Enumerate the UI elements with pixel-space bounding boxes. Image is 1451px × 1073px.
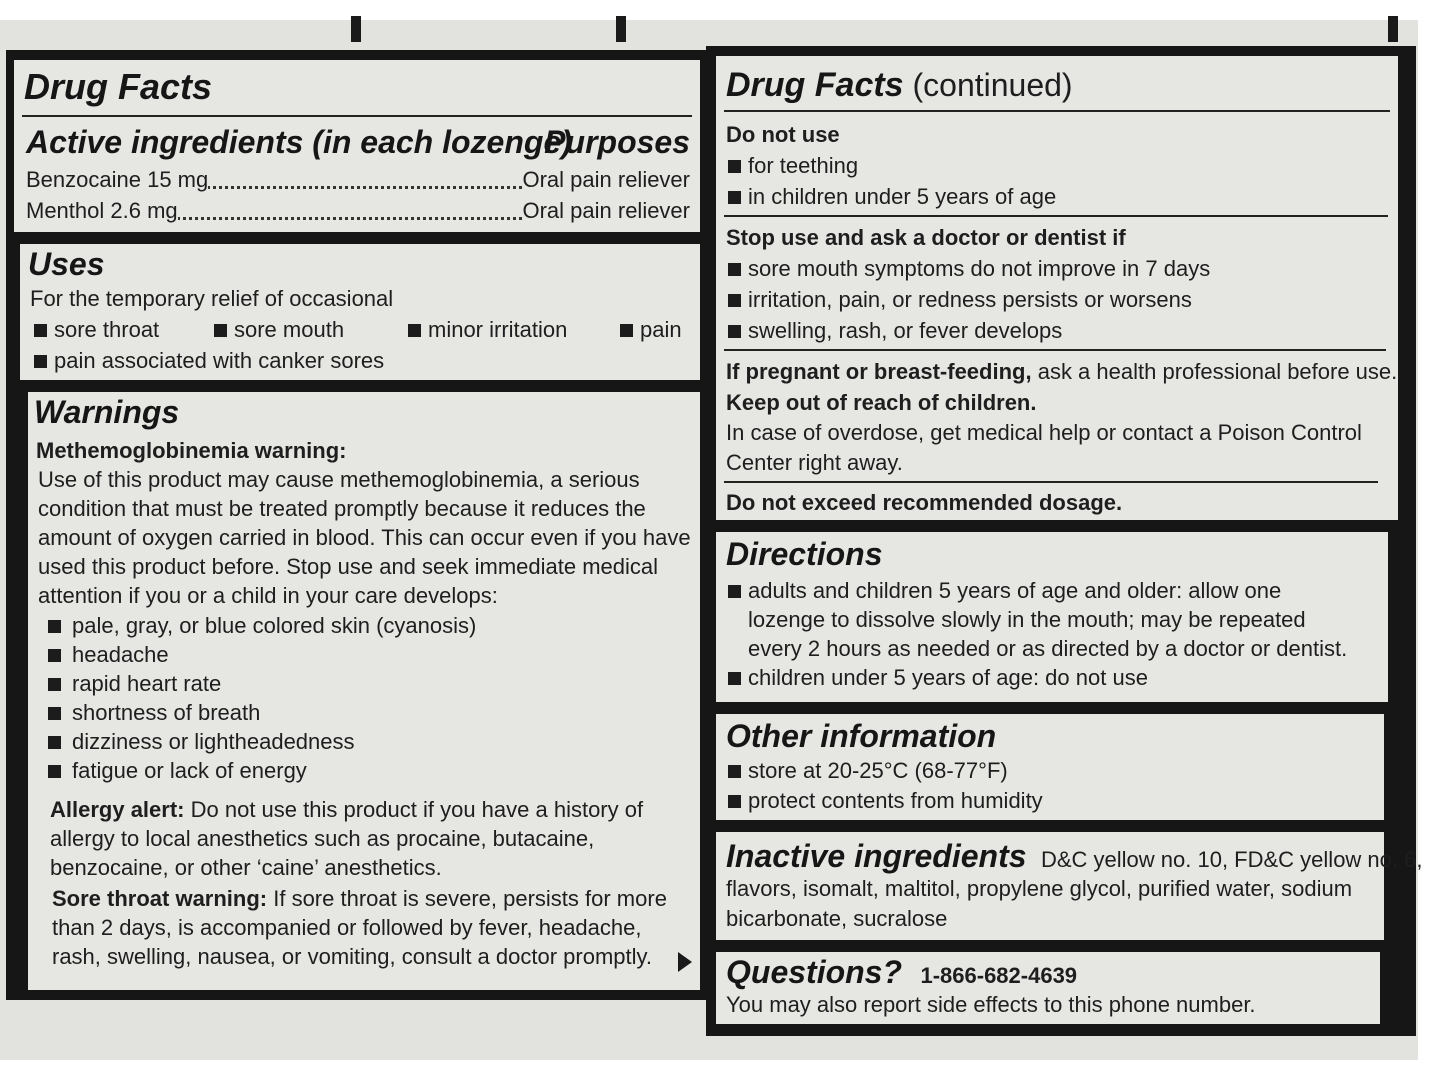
divider xyxy=(724,110,1390,112)
do-not-use-item: in children under 5 years of age xyxy=(726,182,1056,211)
questions-line xyxy=(726,954,1077,991)
text-line: rash, swelling, nausea, or vomiting, consult a doctor promptly. xyxy=(52,944,652,969)
ingredient-row xyxy=(26,164,690,195)
questions-panel xyxy=(716,952,1380,1024)
active-ingredients-heading: Active ingredients (in each lozenge) xyxy=(26,124,572,160)
overdose-text: Center right away. xyxy=(726,450,903,475)
stop-use-item: swelling, rash, or fever develops xyxy=(726,316,1062,345)
other-information-item: store at 20-25°C (68-77°F) xyxy=(726,756,1008,785)
divider xyxy=(22,115,692,117)
symptom-list xyxy=(46,611,476,785)
pregnancy-warning xyxy=(726,357,1397,386)
warnings-heading: Warnings xyxy=(34,394,180,430)
divider xyxy=(724,215,1388,217)
text-line: every 2 hours as needed or as directed by a doctor or dentist. xyxy=(748,636,1348,661)
pregnancy-text: ask a health professional before use. xyxy=(1031,359,1398,384)
sore-throat-label: Sore throat warning: xyxy=(52,886,268,911)
ingredient-name: Benzocaine 15 mg xyxy=(26,164,208,195)
uses-intro: For the temporary relief of occasional xyxy=(30,286,394,311)
ingredient-purpose: Oral pain reliever xyxy=(522,164,690,195)
continued-title xyxy=(726,66,1073,105)
purposes-heading: Purposes xyxy=(544,124,690,160)
ingredient-list xyxy=(26,164,690,226)
text-line: allergy to local anesthetics such as procaine, butacaine, xyxy=(50,826,595,851)
drug-facts-title: Drug Facts xyxy=(24,66,213,107)
other-information-panel xyxy=(716,714,1384,820)
divider xyxy=(724,349,1386,351)
uses-item: pain associated with canker sores xyxy=(32,346,384,375)
symptom-item: dizziness or lightheadedness xyxy=(46,727,476,756)
stop-use-item: sore mouth symptoms do not improve in 7 days xyxy=(726,254,1210,283)
stop-use-item: irritation, pain, or redness persists or worsens xyxy=(726,285,1192,314)
text-line: benzocaine, or other ‘caine’ anesthetics. xyxy=(50,855,442,880)
overdose-text: In case of overdose, get medical help or contact a Poison Control xyxy=(726,420,1362,445)
symptom-item: shortness of breath xyxy=(46,698,476,727)
text-line: than 2 days, is accompanied or followed by fever, headache, xyxy=(52,915,642,940)
drug-facts-title: Drug Facts xyxy=(726,66,904,104)
pregnancy-label: If pregnant or breast-feeding, xyxy=(726,359,1032,384)
uses-heading: Uses xyxy=(28,246,105,282)
drug-facts-continued-panel xyxy=(716,56,1398,520)
inactive-ingredients-text: D&C yellow no. 10, FD&C yellow no. 6, xyxy=(1040,847,1423,872)
directions-heading: Directions xyxy=(726,536,883,572)
continued-arrow-icon xyxy=(678,952,692,972)
inactive-ingredients-panel xyxy=(716,832,1423,940)
continued-label: (continued) xyxy=(903,67,1073,103)
do-not-exceed-warning: Do not exceed recommended dosage. xyxy=(726,490,1123,515)
box-tick-mark xyxy=(616,16,626,42)
methemoglobinemia-text xyxy=(38,465,691,610)
do-not-use-heading: Do not use xyxy=(726,122,840,147)
directions-panel xyxy=(716,532,1388,702)
warnings-panel xyxy=(28,392,700,990)
symptom-item: fatigue or lack of energy xyxy=(46,756,476,785)
phone-number: 1-866-682-4639 xyxy=(920,963,1078,988)
do-not-use-item: for teething xyxy=(726,151,858,180)
box-tick-mark xyxy=(1388,16,1398,42)
questions-heading: Questions? xyxy=(726,954,903,990)
sore-throat-warning xyxy=(52,884,667,971)
symptom-item: pale, gray, or blue colored skin (cyanosis) xyxy=(46,611,476,640)
text-line: lozenge to dissolve slowly in the mouth; may be repeated xyxy=(748,607,1306,632)
uses-item: minor irritation xyxy=(406,315,567,344)
text-line: Use of this product may cause methemoglobinemia, a serious xyxy=(38,467,640,492)
directions-item: children under 5 years of age: do not use xyxy=(726,663,1347,692)
ingredient-row xyxy=(26,195,690,226)
text-line: used this product before. Stop use and seek immediate medical xyxy=(38,554,659,579)
divider xyxy=(724,481,1378,483)
other-information-item: protect contents from humidity xyxy=(726,786,1043,815)
questions-text: You may also report side effects to this phone number. xyxy=(726,992,1256,1017)
ingredient-name: Menthol 2.6 mg xyxy=(26,195,178,226)
stop-use-heading: Stop use and ask a doctor or dentist if xyxy=(726,225,1126,250)
symptom-item: rapid heart rate xyxy=(46,669,476,698)
uses-panel xyxy=(20,244,700,380)
ingredient-purpose: Oral pain reliever xyxy=(522,195,690,226)
uses-item: sore throat xyxy=(32,315,159,344)
text-line: If sore throat is severe, persists for more xyxy=(267,886,667,911)
inactive-ingredients-first-line xyxy=(726,838,1422,875)
uses-item: sore mouth xyxy=(212,315,344,344)
text-line: attention if you or a child in your care develops: xyxy=(38,583,498,608)
text-line: Do not use this product if you have a history of xyxy=(184,797,644,822)
allergy-alert-label: Allergy alert: xyxy=(50,797,185,822)
methemoglobinemia-heading: Methemoglobinemia warning: xyxy=(36,438,347,463)
inactive-ingredients-heading: Inactive ingredients xyxy=(726,838,1027,874)
allergy-alert xyxy=(50,795,643,882)
text-line: adults and children 5 years of age and older: allow one xyxy=(726,576,1347,605)
symptom-item: headache xyxy=(46,640,476,669)
text-line: amount of oxygen carried in blood. This can occur even if you have xyxy=(38,525,691,550)
box-tick-mark xyxy=(351,16,361,42)
inactive-ingredients-text: bicarbonate, sucralose xyxy=(726,906,948,931)
active-ingredients-panel xyxy=(14,60,700,232)
directions-item xyxy=(726,576,1347,692)
keep-out-of-reach: Keep out of reach of children. xyxy=(726,390,1037,415)
inactive-ingredients-text: flavors, isomalt, maltitol, propylene glycol, purified water, sodium xyxy=(726,876,1353,901)
other-information-heading: Other information xyxy=(726,718,997,754)
uses-item: pain xyxy=(618,315,682,344)
text-line: condition that must be treated promptly because it reduces the xyxy=(38,496,646,521)
